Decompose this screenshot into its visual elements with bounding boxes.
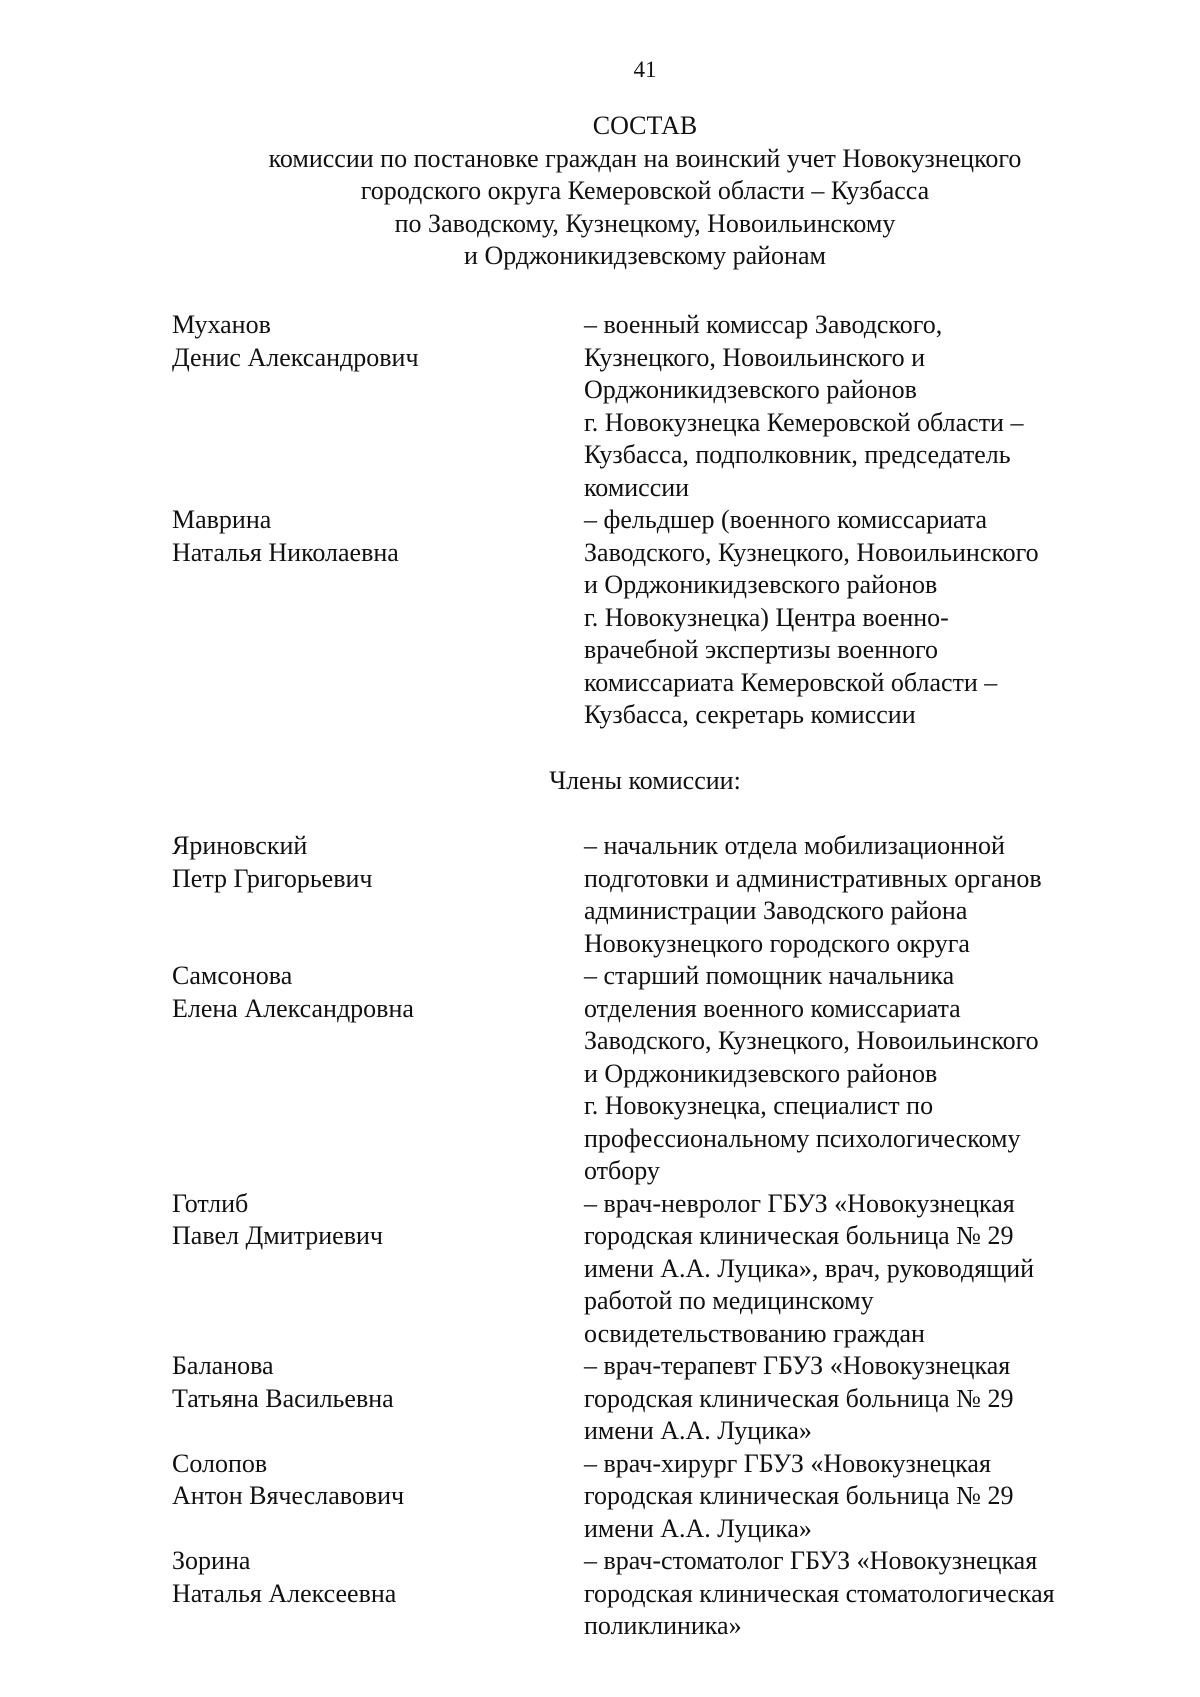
commission-entry bbox=[172, 960, 1122, 1188]
role-line: г. Новокузнецка, специалист по bbox=[584, 1091, 934, 1120]
role-line: – старший помощник начальника bbox=[584, 961, 955, 990]
role-line: – начальник отдела мобилизационной bbox=[584, 831, 1005, 860]
member-given-name: Татьяна Васильевна bbox=[172, 1383, 394, 1413]
member-name bbox=[172, 960, 584, 1188]
role-line: – врач-невролог ГБУЗ «Новокузнецкая bbox=[584, 1188, 1015, 1218]
member-name bbox=[172, 1350, 584, 1448]
member-role bbox=[584, 1350, 1122, 1448]
member-name bbox=[172, 830, 584, 960]
commission-entry bbox=[172, 830, 1122, 960]
role-line: – врач-терапевт ГБУЗ «Новокузнецкая bbox=[584, 1351, 1011, 1380]
member-surname: Самсонова bbox=[172, 961, 293, 990]
role-line: г. Новокузнецка) Центра военно- bbox=[584, 602, 949, 632]
role-line: врачебной экспертизы военного bbox=[584, 635, 939, 664]
member-role bbox=[584, 1545, 1122, 1643]
role-line: отделения военного комиссариата bbox=[584, 993, 961, 1023]
member-surname: Маврина bbox=[172, 505, 272, 534]
role-line: имени А.А. Луцика» bbox=[584, 1513, 812, 1543]
role-line: подготовки и административных органов bbox=[584, 863, 1042, 893]
role-line: г. Новокузнецка Кемеровской области – bbox=[584, 407, 1024, 437]
member-surname: Солопов bbox=[172, 1448, 268, 1478]
role-line: Кузбасса, секретарь комиссии bbox=[584, 700, 916, 729]
commission-entry bbox=[172, 309, 1122, 504]
member-surname: Баланова bbox=[172, 1351, 274, 1380]
role-line: Кузнецкого, Новоильинского и bbox=[584, 342, 926, 372]
member-given-name: Петр Григорьевич bbox=[172, 863, 373, 893]
member-given-name: Антон Вячеславович bbox=[172, 1481, 405, 1510]
leadership-list bbox=[172, 309, 1122, 732]
role-line: Новокузнецкого городского округа bbox=[584, 928, 970, 958]
member-given-name: Наталья Алексеевна bbox=[172, 1578, 397, 1608]
member-given-name: Елена Александровна bbox=[172, 993, 414, 1023]
role-line: – военный комиссар Заводского, bbox=[584, 310, 943, 339]
member-role bbox=[584, 1188, 1122, 1351]
role-line: – фельдшер (военного комиссариата bbox=[584, 505, 988, 534]
document-title bbox=[0, 110, 1200, 273]
member-surname: Готлиб bbox=[172, 1188, 249, 1218]
role-line: администрации Заводского района bbox=[584, 896, 968, 925]
member-name bbox=[172, 1188, 584, 1351]
role-line: профессиональному психологическому bbox=[584, 1123, 1021, 1153]
role-line: Орджоникидзевского районов bbox=[584, 375, 917, 404]
member-surname: Яриновский bbox=[172, 831, 308, 860]
member-role bbox=[584, 504, 1122, 732]
commission-entry bbox=[172, 1448, 1122, 1546]
member-surname: Зорина bbox=[172, 1546, 251, 1575]
member-name bbox=[172, 504, 584, 732]
role-line: работой по медицинскому bbox=[584, 1286, 874, 1315]
commission-entry bbox=[172, 1350, 1122, 1448]
member-surname: Муханов bbox=[172, 310, 271, 339]
role-line: – врач-хирург ГБУЗ «Новокузнецкая bbox=[584, 1448, 991, 1478]
role-line: освидетельствованию граждан bbox=[584, 1318, 925, 1348]
member-given-name: Павел Дмитриевич bbox=[172, 1221, 383, 1250]
role-line: Заводского, Кузнецкого, Новоильинского bbox=[584, 1026, 1039, 1055]
role-line: городская клиническая больница № 29 bbox=[584, 1481, 1014, 1510]
role-line: имени А.А. Луцика» bbox=[584, 1416, 812, 1445]
member-name bbox=[172, 309, 584, 504]
commission-entry bbox=[172, 504, 1122, 732]
role-line: поликлиника» bbox=[584, 1611, 742, 1640]
role-line: городская клиническая больница № 29 bbox=[584, 1221, 1014, 1250]
commission-entry bbox=[172, 1545, 1122, 1643]
member-given-name: Денис Александрович bbox=[172, 342, 419, 372]
role-line: комиссии bbox=[584, 472, 690, 502]
member-given-name: Наталья Николаевна bbox=[172, 537, 399, 567]
role-line: городская клиническая больница № 29 bbox=[584, 1383, 1014, 1413]
title-line: городского округа Кемеровской области – Кузбасса bbox=[360, 176, 930, 205]
role-line: Кузбасса, подполковник, председатель bbox=[584, 440, 1011, 469]
members-list bbox=[172, 830, 1122, 1643]
title-line: комиссии по постановке граждан на воинский учет Новокузнецкого bbox=[268, 143, 1022, 173]
role-line: Заводского, Кузнецкого, Новоильинского bbox=[584, 537, 1039, 567]
commission-entry bbox=[172, 1188, 1122, 1351]
role-line: комиссариата Кемеровской области – bbox=[584, 667, 998, 697]
role-line: и Орджоникидзевского районов bbox=[584, 570, 938, 599]
role-line: – врач-стоматолог ГБУЗ «Новокузнецкая bbox=[584, 1546, 1038, 1575]
role-line: и Орджоникидзевского районов bbox=[584, 1058, 938, 1088]
title-heading: СОСТАВ bbox=[592, 111, 698, 140]
page-number: 41 bbox=[633, 57, 657, 82]
member-role bbox=[584, 309, 1122, 504]
member-role bbox=[584, 1448, 1122, 1546]
title-line: и Орджоникидзевскому районам bbox=[464, 241, 826, 270]
member-role bbox=[584, 830, 1122, 960]
role-line: отбору bbox=[584, 1156, 660, 1185]
role-line: имени А.А. Луцика», врач, руководящий bbox=[584, 1253, 1035, 1283]
member-name bbox=[172, 1545, 584, 1643]
members-heading: Члены комиссии: bbox=[549, 766, 741, 795]
member-name bbox=[172, 1448, 584, 1546]
title-line: по Заводскому, Кузнецкому, Новоильинскому bbox=[394, 208, 896, 238]
member-role bbox=[584, 960, 1122, 1188]
role-line: городская клиническая стоматологическая bbox=[584, 1578, 1055, 1608]
